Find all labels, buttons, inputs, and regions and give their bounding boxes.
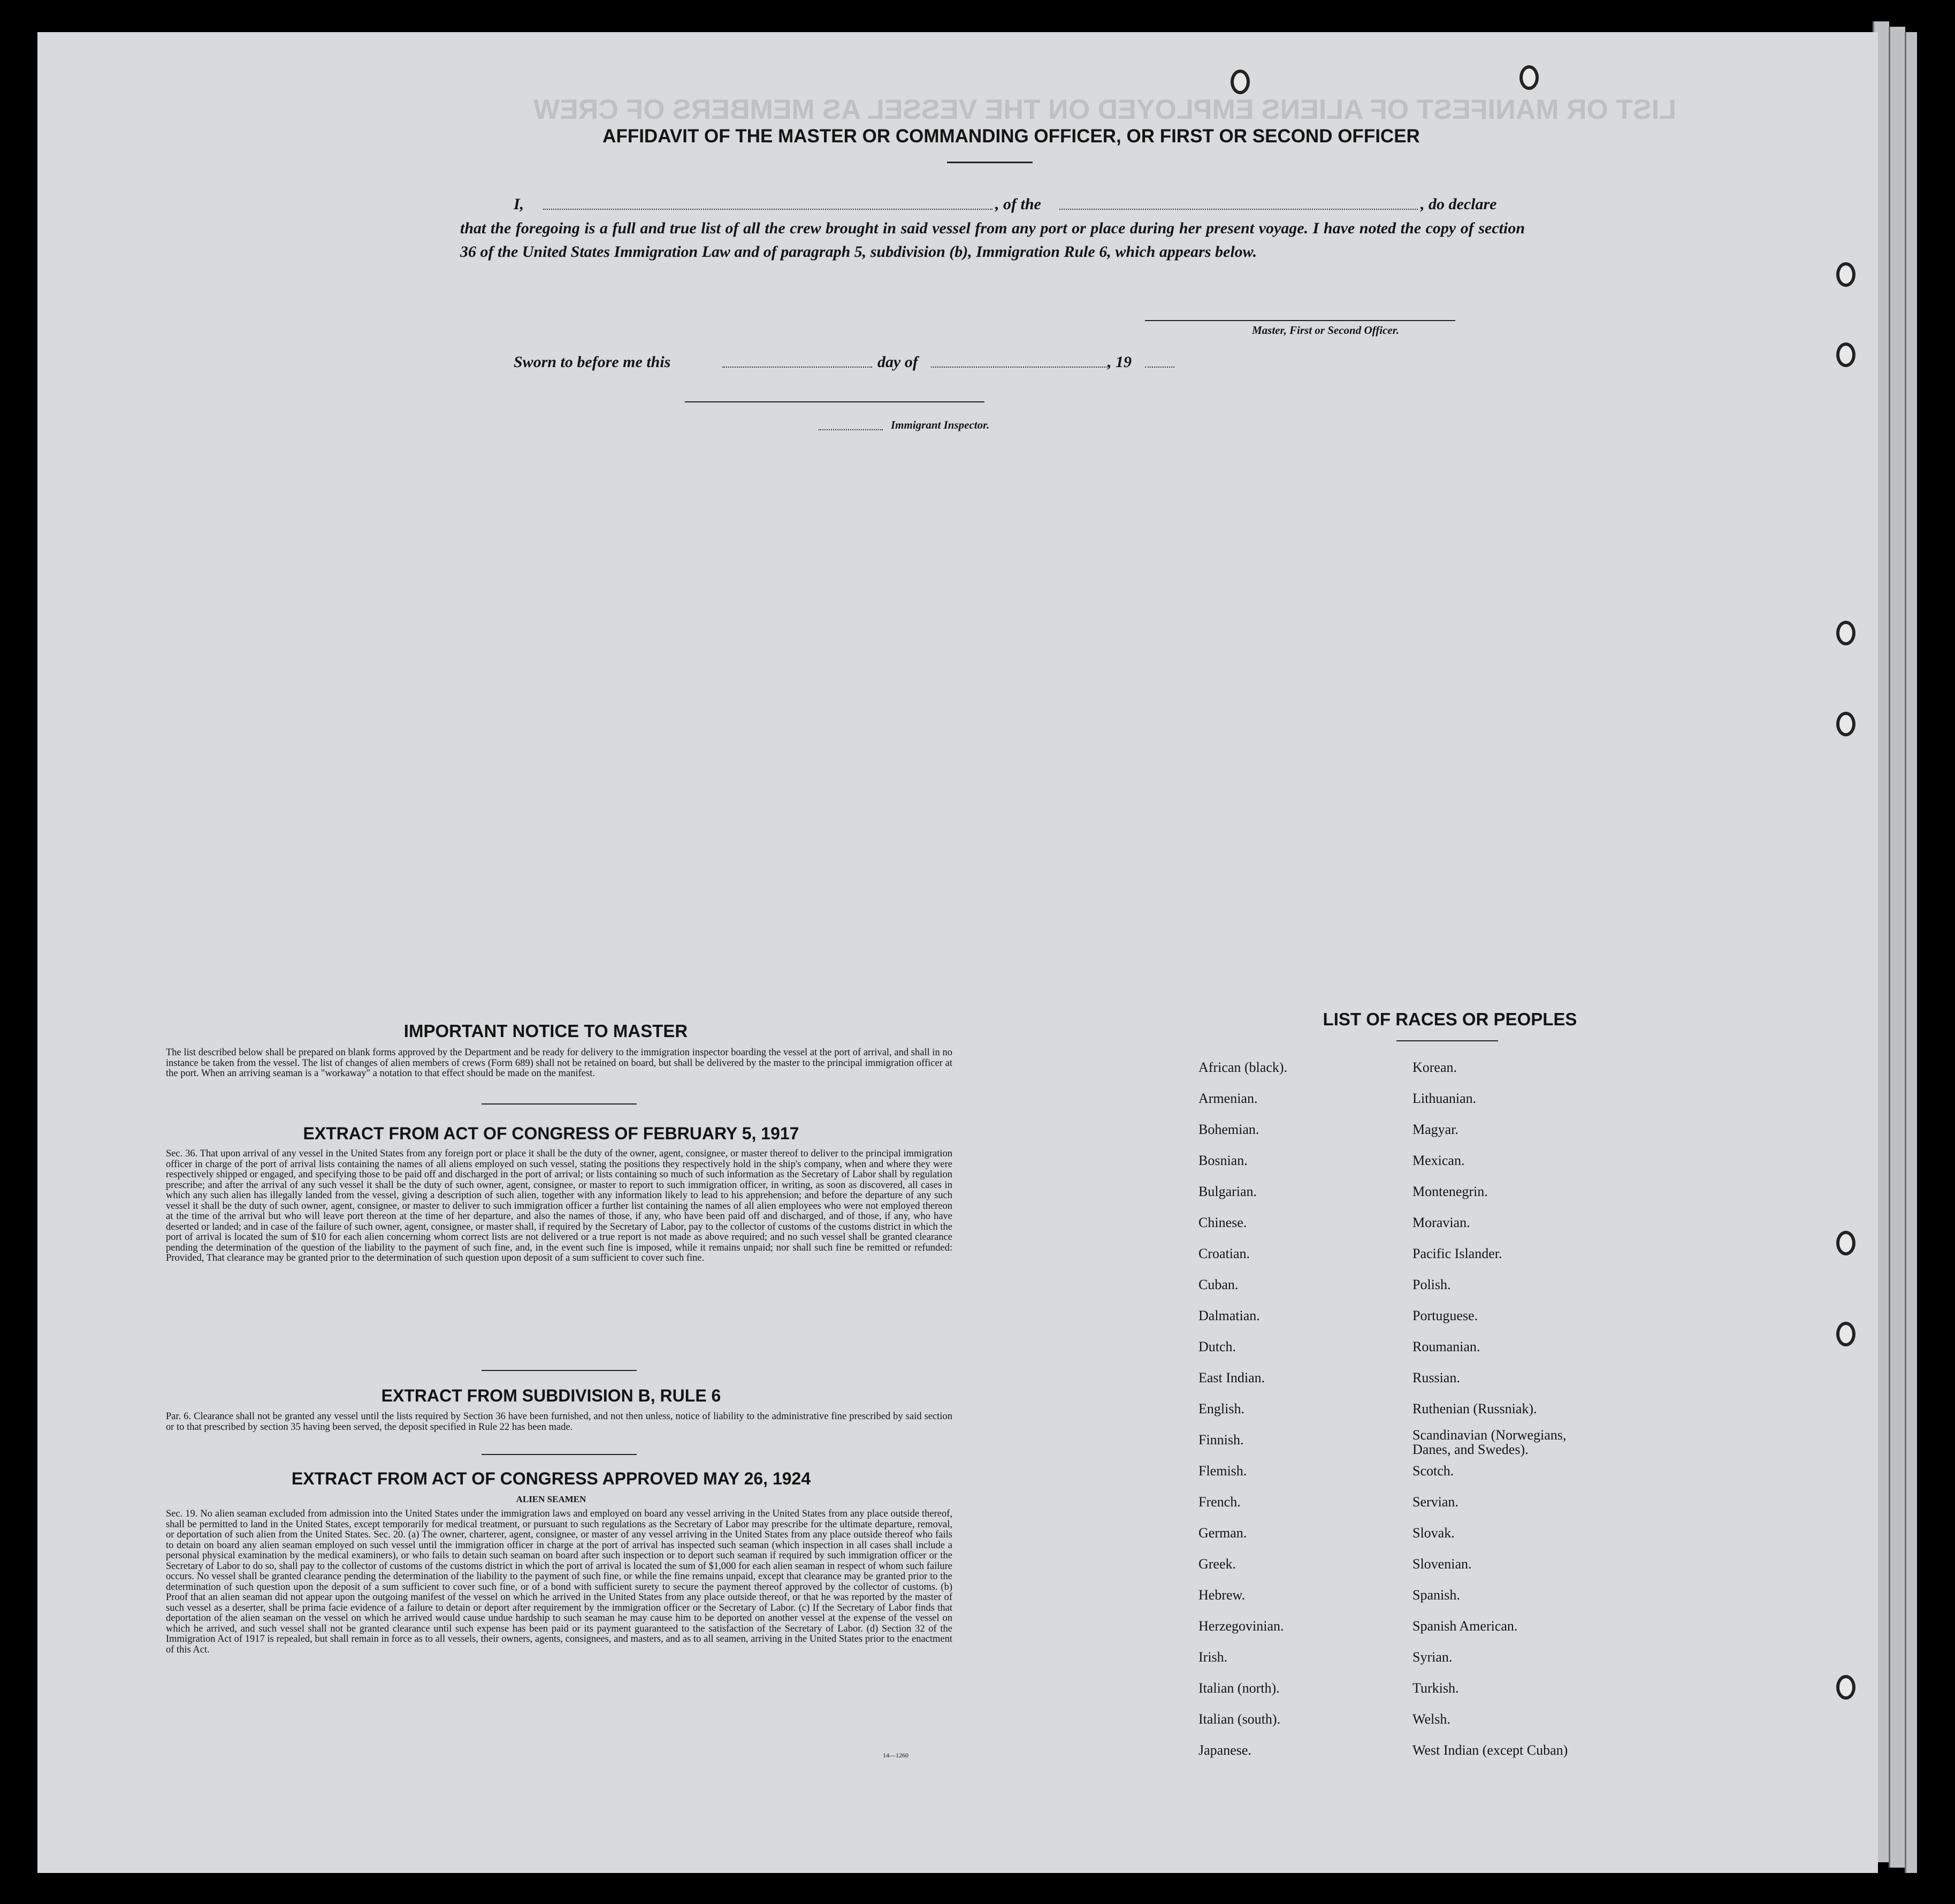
race-item: Dutch. <box>1198 1339 1236 1354</box>
affidavit-i: I, <box>514 195 524 213</box>
race-item: Japanese. <box>1198 1742 1251 1758</box>
race-item: Slovenian. <box>1412 1556 1472 1572</box>
race-item: Herzegovinian. <box>1198 1618 1284 1634</box>
race-item: Flemish. <box>1198 1463 1247 1479</box>
section-rule <box>482 1103 637 1105</box>
notice-title: IMPORTANT NOTICE TO MASTER <box>403 1021 688 1041</box>
punch-hole <box>1836 1322 1855 1346</box>
bleed-through-heading: LIST OR MANIFEST OF ALIENS EMPLOYED ON THE VESSEL AS MEMBERS OF CREW <box>533 94 1676 125</box>
race-item: Welsh. <box>1412 1711 1450 1727</box>
sworn-text: Sworn to before me this <box>514 353 671 371</box>
punch-hole <box>1836 621 1855 645</box>
affidavit-of-the: , of the <box>995 195 1041 213</box>
inspector-label: Immigrant Inspector. <box>891 418 990 431</box>
notice-text: The list described below shall be prepared on blank forms approved by the Department and be ready for delivery to the immigration inspector boarding the vessel at the port of arrival, and shall in no instance be taken from the vessel. The list of changes of alien members of crews (Form 689) shall not be retained on board, but shall be delivered by the master to the principal immigration officer at the port. When an arriving seaman is a "workaway" a notation to that effect should be made on the manifest. <box>166 1047 952 1079</box>
affidavit-body: that the foregoing is a full and true list of all the crew brought in said vessel from any port or place during her present voyage. I have noted the copy of section 36 of the United States Immigration Law and of paragraph 5, subdivision (b), Immigration Rule 6, which appears below. <box>460 219 1525 261</box>
race-item: Bohemian. <box>1198 1122 1259 1137</box>
punch-hole <box>1836 712 1855 736</box>
extract-1917-text: Sec. 36. That upon arrival of any vessel in the United States from any foreign port or place it shall be the duty of the owner, agent, consignee, or master thereof to deliver to the principal immigration officer in charge of the port of arrival lists containing the names of all aliens employed on such vessel, stating the positions they respectively hold in the ship's company, when and where they were respectively shipped or engaged, and specifying those to be paid off and discharged in the port of arrival; or lists containing so much of such information as the Secretary of Labor shall by regulation prescribe; and after the arrival of any such vessel it shall be the duty of such owner, agent, consignee, or master to report to such immigration officer, in writing, as soon as discovered, all cases in which any such alien has illegally landed from the vessel, giving a description of such alien, together with any information likely to lead to his apprehension; and before the departure of any such vessel it shall be the duty of such owner, agent, consignee, or master to deliver to such immigration officer a further list containing the names of all alien employees who were not employed thereon at the time of the arrival but who will leave port thereon at the time of her departure, and also the names of those, if any, who have been paid off and discharged, and of those, if any, who have deserted or landed; and in case of the failure of such owner, agent, consignee, or master shall, if required by the Secretary of Labor, pay to the collector of customs of the customs district in which the port of arrival is located the sum of $10 for each alien concerning whom correct lists are not delivered or a true report is not made as above required; and no such vessel shall be granted clearance pending the determination of the question of the liability to the payment of such fine, and, in the event such fine is imposed, while it remains unpaid; nor shall such fine be remitted or refunded: Provided, That clearance may be granted prior to the determination of such question upon deposit of a sum sufficient to cover such fine. <box>166 1148 952 1263</box>
race-item: Syrian. <box>1412 1649 1453 1665</box>
extract-rule6-title: EXTRACT FROM SUBDIVISION B, RULE 6 <box>381 1386 721 1405</box>
race-item: Croatian. <box>1198 1246 1250 1261</box>
page-edge <box>1889 27 1905 1868</box>
master-label: Master, First or Second Officer. <box>1252 324 1399 337</box>
race-item: African (black). <box>1198 1060 1288 1075</box>
vessel-blank[interactable] <box>1059 209 1418 210</box>
affidavit-declare: , do declare <box>1421 195 1497 213</box>
race-item: Magyar. <box>1412 1122 1458 1137</box>
race-item: East Indian. <box>1198 1370 1265 1385</box>
race-item: Polish. <box>1412 1277 1451 1292</box>
race-item: Scotch. <box>1412 1463 1454 1479</box>
race-item: Mexican. <box>1412 1153 1465 1168</box>
name-blank[interactable] <box>543 209 992 210</box>
races-title-rule <box>1396 1040 1498 1041</box>
race-item: Chinese. <box>1198 1215 1247 1230</box>
race-item: Finnish. <box>1198 1432 1244 1448</box>
race-item: English. <box>1198 1401 1244 1416</box>
inspector-signature-line[interactable] <box>685 401 984 402</box>
section-rule <box>482 1370 637 1371</box>
punch-hole <box>1836 1675 1855 1700</box>
races-title: LIST OF RACES OR PEOPLES <box>1323 1009 1577 1029</box>
punch-hole <box>1836 1231 1855 1255</box>
race-item: German. <box>1198 1525 1247 1541</box>
title-rule <box>947 162 1033 163</box>
race-item: Italian (north). <box>1198 1680 1280 1696</box>
race-item: West Indian (except Cuban) <box>1412 1742 1568 1758</box>
form-number: 14—1260 <box>883 1751 908 1759</box>
extract-1924-subtitle: ALIEN SEAMEN <box>516 1494 586 1504</box>
page-edge <box>1905 32 1917 1873</box>
race-item: Lithuanian. <box>1412 1091 1477 1106</box>
race-item: Italian (south). <box>1198 1711 1281 1727</box>
sworn-year-blank[interactable] <box>1145 367 1174 368</box>
race-item: Turkish. <box>1412 1680 1459 1696</box>
race-item: Servian. <box>1412 1494 1458 1510</box>
race-item: Scandinavian (Norwegians, Danes, and Swedes). <box>1412 1427 1567 1457</box>
race-item: Irish. <box>1198 1649 1228 1665</box>
race-item: Dalmatian. <box>1198 1308 1260 1323</box>
extract-1924-title: EXTRACT FROM ACT OF CONGRESS APPROVED MAY 26, 1924 <box>291 1469 811 1488</box>
race-item: Montenegrin. <box>1412 1184 1488 1199</box>
punch-hole <box>1231 70 1250 94</box>
extract-rule6-text: Par. 6. Clearance shall not be granted any vessel until the lists required by Section 36 have been furnished, and not then unless, notice of liability to the administrative fine prescribed by said section or to that prescribed by section 35 having been served, the deposit specified in Rule 22 has been made. <box>166 1411 952 1433</box>
race-item: Hebrew. <box>1198 1587 1246 1603</box>
punch-hole <box>1836 342 1855 367</box>
race-item: Slovak. <box>1412 1525 1455 1541</box>
year-text: , 19 <box>1108 353 1132 371</box>
race-item: French. <box>1198 1494 1241 1510</box>
race-item: Moravian. <box>1412 1215 1470 1230</box>
race-item: Bosnian. <box>1198 1153 1248 1168</box>
extract-1924-text: Sec. 19. No alien seaman excluded from admission into the United States under the immigration laws and employed on board any vessel arriving in the United States from any place outside thereof, shall be permitted to land in the United States, except temporarily for medical treatment, or pursuant to such regulations as the Secretary of Labor may prescribe for the ultimate departure, removal, or deportation of such alien from the United States. Sec. 20. (a) The owner, charterer, agent, consignee, or master of any vessel arriving in the United States from any place outside thereof who fails to detain on board any alien seaman employed on such vessel until the immigration officer in charge at the port of arrival has inspected such seaman (which inspection in all cases shall include a personal physical examination by the medical examiners), or who fails to detain such seaman on board after such inspection or to deport such seaman if required by such immigration officer or the Secretary of Labor to do so, shall pay to the collector of customs of the customs district in which the port of arrival is located the sum of $1,000 for each alien seaman in respect of whom such failure occurs. No vessel shall be granted clearance pending the determination of the liability to the payment of such fine, or while the fine remains unpaid, except that clearance may be granted prior to the determination of such question upon the deposit of a sum sufficient to cover such fine, or of a bond with sufficient surety to secure the payment thereof approved by the collector of customs. (b) Proof that an alien seaman did not appear upon the outgoing manifest of the vessel on which he arrived in the United States from any place outside thereof, or that he was reported by the master of such vessel as a deserter, shall be prima facie evidence of a failure to detain or deport after requirement by the immigration officer or the Secretary of Labor. (c) If the Secretary of Labor finds that deportation of the alien seaman on the vessel on which he arrived would cause undue hardship to such seaman he may cause him to be deported on another vessel at the expense of the vessel on which he arrived, and such vessel shall not be granted clearance until such expense has been paid or its payment guaranteed to the satisfaction of the Secretary of Labor. (d) Section 32 of the Immigration Act of 1917 is repealed, but shall remain in force as to all vessels, their owners, agents, consignees, and masters, and as to all seamen, arriving in the United States prior to the enactment of this Act. <box>166 1509 952 1655</box>
race-item: Korean. <box>1412 1060 1457 1075</box>
race-item: Bulgarian. <box>1198 1184 1257 1199</box>
race-item: Ruthenian (Russniak). <box>1412 1401 1537 1416</box>
document-page <box>37 32 1878 1873</box>
race-item: Cuban. <box>1198 1277 1239 1292</box>
affidavit-title: AFFIDAVIT OF THE MASTER OR COMMANDING OFFICER, OR FIRST OR SECOND OFFICER <box>602 126 1420 147</box>
race-item: Pacific Islander. <box>1412 1246 1502 1261</box>
day-of-text: day of <box>877 353 918 371</box>
race-item: Roumanian. <box>1412 1339 1480 1354</box>
sworn-day-blank[interactable] <box>722 367 872 368</box>
race-item: Russian. <box>1412 1370 1460 1385</box>
race-item: Spanish. <box>1412 1587 1460 1603</box>
punch-hole <box>1836 262 1855 287</box>
race-item: Spanish American. <box>1412 1618 1518 1634</box>
race-item: Armenian. <box>1198 1091 1258 1106</box>
inspector-dot-lead <box>819 429 883 430</box>
race-item: Portuguese. <box>1412 1308 1478 1323</box>
sworn-month-blank[interactable] <box>931 367 1108 368</box>
master-signature-line[interactable] <box>1145 320 1455 321</box>
section-rule <box>482 1454 637 1455</box>
race-item: Greek. <box>1198 1556 1236 1572</box>
extract-1917-title: EXTRACT FROM ACT OF CONGRESS OF FEBRUARY 5, 1917 <box>303 1124 799 1143</box>
punch-hole <box>1519 65 1539 90</box>
